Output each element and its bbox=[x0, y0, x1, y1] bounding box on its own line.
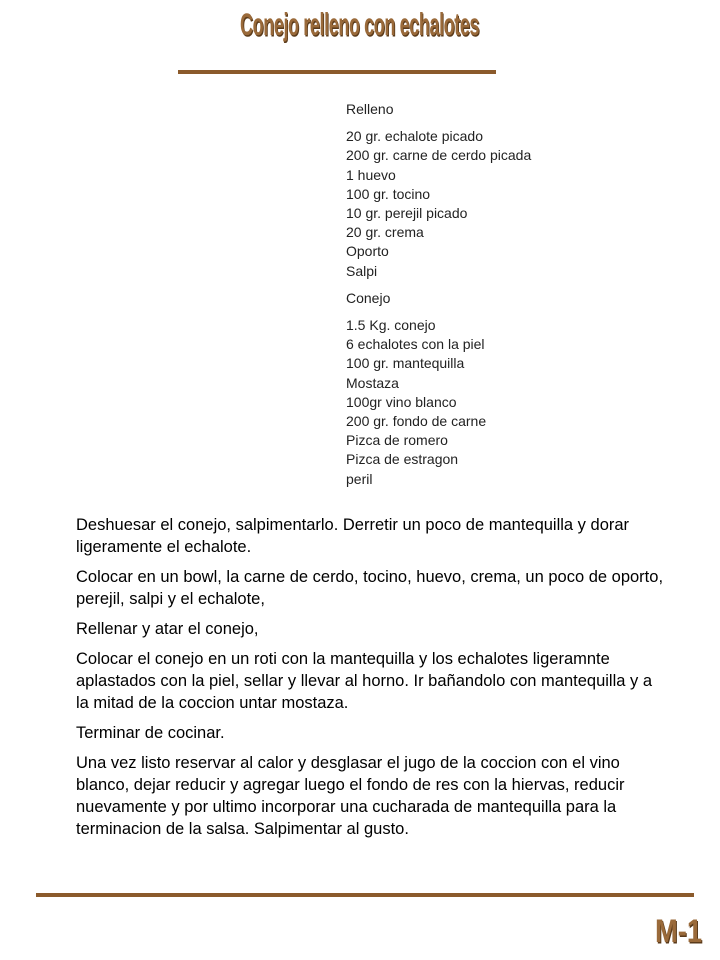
recipe-title: Conejo relleno con echalotes bbox=[240, 6, 480, 43]
list-item: 20 gr. echalote picado bbox=[346, 128, 483, 145]
method-step: Una vez listo reservar al calor y desglasar el jugo de la coccion con el vino blanco, dejar reducir y agregar luego el fondo de res con la hiervas, reducir nuevamente y por ultimo incorporar una cucharada de mantequilla para la terminacion de la salsa. Salpimentar al gusto. bbox=[76, 754, 625, 838]
method-step: Deshuesar el conejo, salpimentarlo. Derretir un poco de mantequilla y dorar ligeramente el echalote. bbox=[76, 516, 630, 556]
method-section bbox=[76, 514, 666, 848]
list-item: 20 gr. crema bbox=[346, 224, 424, 241]
list-item: Salpi bbox=[346, 262, 378, 279]
list-item: 1.5 Kg. conejo bbox=[346, 317, 436, 334]
list-item: 200 gr. carne de cerdo picada bbox=[346, 147, 532, 164]
conejo-heading: Conejo bbox=[346, 289, 391, 306]
method-step: Rellenar y atar el conejo, bbox=[76, 620, 259, 638]
method-step: Colocar en un bowl, la carne de cerdo, tocino, huevo, crema, un poco de oporto, perejil, salpi y el echalote, bbox=[76, 568, 664, 608]
footer-rule bbox=[36, 893, 694, 897]
list-item: Mostaza bbox=[346, 374, 399, 391]
conejo-list bbox=[346, 316, 646, 489]
list-item: Pizca de estragon bbox=[346, 451, 459, 468]
relleno-list bbox=[346, 127, 646, 281]
list-item: 100gr vino blanco bbox=[346, 393, 457, 410]
list-item: 1 huevo bbox=[346, 166, 396, 183]
list-item: Pizca de romero bbox=[346, 432, 448, 449]
list-item: Oporto bbox=[346, 243, 389, 260]
ingredients-section bbox=[346, 100, 646, 497]
list-item: peril bbox=[346, 470, 373, 487]
list-item: 100 gr. mantequilla bbox=[346, 355, 465, 372]
list-item: 10 gr. perejil picado bbox=[346, 205, 468, 222]
method-step: Terminar de cocinar. bbox=[76, 724, 225, 742]
page-code: M-1 bbox=[655, 912, 703, 950]
method-step: Colocar el conejo en un roti con la mantequilla y los echalotes ligeramnte aplastados con la piel, sellar y llevar al horno. Ir bañandolo con mantequilla y a la mitad de la coccion untar mostaza. bbox=[76, 650, 653, 712]
list-item: 100 gr. tocino bbox=[346, 185, 431, 202]
relleno-heading: Relleno bbox=[346, 101, 394, 117]
list-item: 200 gr. fondo de carne bbox=[346, 413, 487, 430]
title-underline bbox=[178, 70, 496, 74]
list-item: 6 echalotes con la piel bbox=[346, 336, 485, 353]
